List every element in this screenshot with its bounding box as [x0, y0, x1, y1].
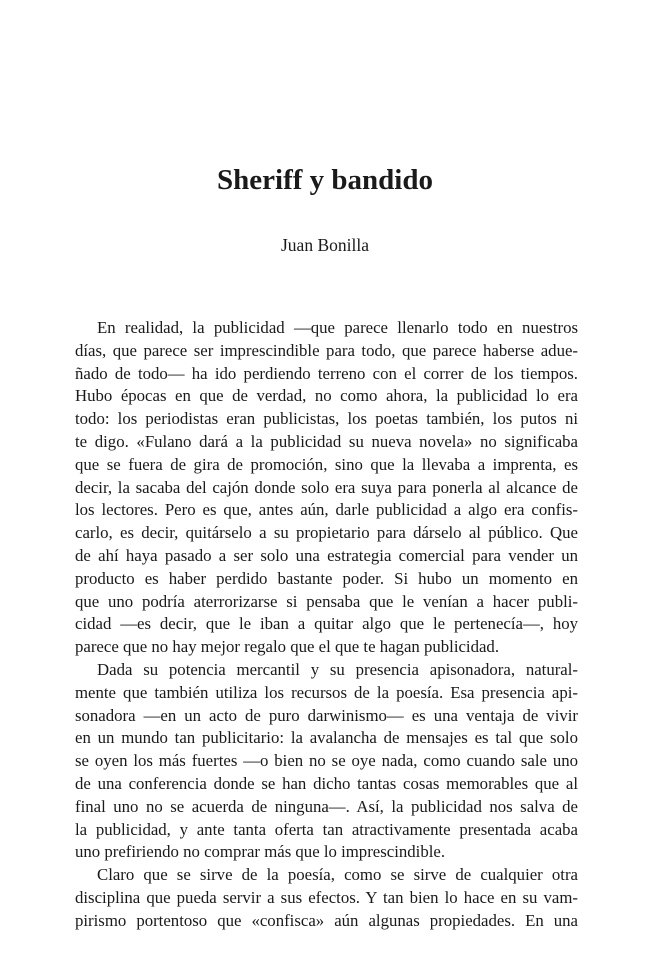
text-line: te digo. «Fulano dará a la publicidad su nueva novela» no significaba — [75, 431, 578, 451]
text-line: pirismo portentoso que «confisca» aún algunas propiedades. En una — [75, 910, 578, 930]
text-line: Dada su potencia mercantil y su presencia apisonadora, natural- — [97, 659, 578, 679]
text-line: todo: los periodistas eran publicistas, los poetas también, los putos ni — [75, 409, 578, 429]
text-line: parece que no hay mejor regalo que el que te hagan publicidad. — [75, 637, 500, 657]
text-line: producto es haber perdido bastante poder. Si hubo un momento en — [75, 568, 578, 588]
text-line: que se fuera de gira de promoción, sino que la llevaba a imprenta, es — [75, 454, 578, 474]
text-line: que uno podría aterrorizarse si pensaba que le venían a hacer publi- — [75, 591, 578, 611]
text-line: ñado de todo— ha ido perdiendo terreno con el correr de los tiempos. — [75, 363, 578, 383]
text-line: disciplina que pueda servir a sus efectos. Y tan bien lo hace en su vam- — [75, 887, 578, 907]
author-name: Juan Bonilla — [281, 235, 369, 255]
text-line: los lectores. Pero es que, antes aún, darle publicidad a algo era confis- — [75, 500, 578, 520]
text-line: de una conferencia donde se han dicho tantas cosas memorables que al — [75, 773, 578, 793]
text-line: sonadora —en un acto de puro darwinismo— es una ventaja de vivir — [75, 705, 578, 725]
article-body — [75, 317, 578, 933]
text-line: se oyen los más fuertes —o bien no se oye nada, como cuando sale uno — [75, 751, 578, 771]
text-line: En realidad, la publicidad —que parece llenarlo todo en nuestros — [97, 318, 578, 337]
page-title: Sheriff y bandido — [217, 164, 433, 196]
text-line: días, que parece ser imprescindible para todo, que parece haberse adue- — [75, 340, 578, 360]
text-line: uno prefiriendo no comprar más que lo imprescindible. — [75, 842, 446, 862]
text-line: Claro que se sirve de la poesía, como se sirve de cualquier otra — [97, 865, 578, 885]
text-line: carlo, es decir, quitárselo a su propietario para dárselo al público. Que — [75, 523, 578, 543]
text-line: en un mundo tan publicitario: la avalancha de mensajes es tal que solo — [75, 728, 578, 748]
text-line: la publicidad, y ante tanta oferta tan atractivamente presentada acaba — [75, 819, 578, 839]
text-line: Hubo épocas en que de verdad, no como ahora, la publicidad lo era — [75, 386, 578, 406]
text-line: mente que también utiliza los recursos de la poesía. Esa presencia api- — [75, 682, 578, 702]
text-line: decir, la sacaba del cajón donde solo era suya para ponerla al alcance de — [75, 477, 578, 497]
text-line: final uno no se acuerda de ninguna—. Así, la publicidad nos salva de — [75, 796, 578, 816]
text-line: cidad —es decir, que le iban a quitar algo que le pertenecía—, hoy — [75, 614, 578, 634]
text-line: de ahí haya pasado a ser solo una estrategia comercial para vender un — [75, 545, 578, 565]
